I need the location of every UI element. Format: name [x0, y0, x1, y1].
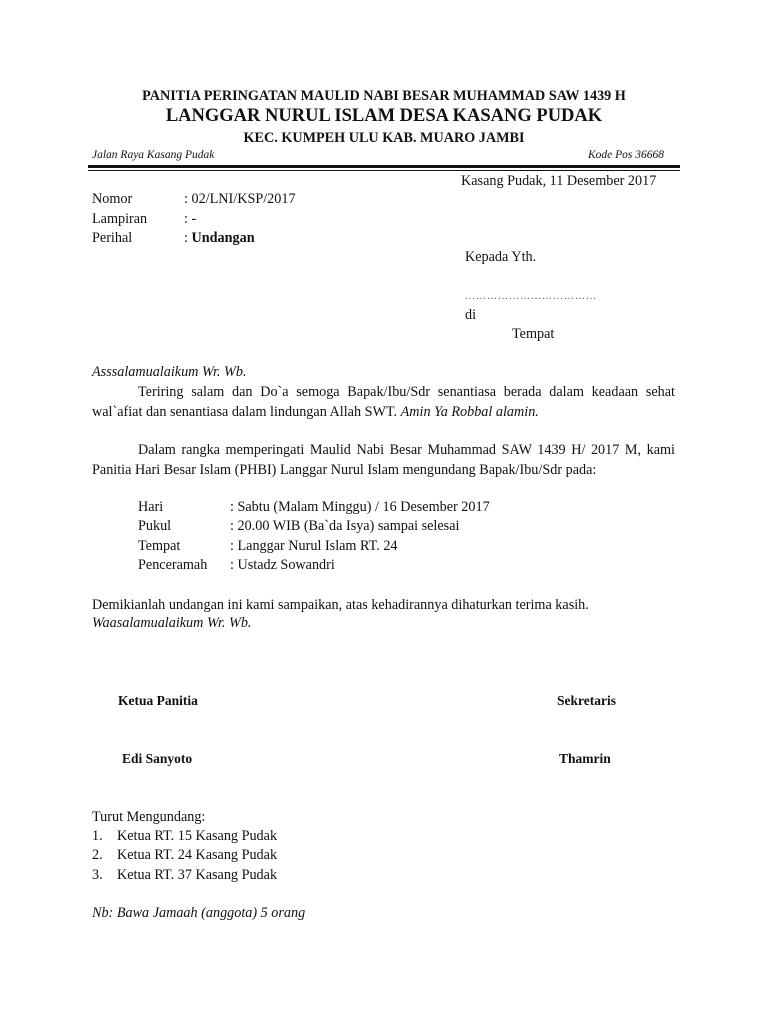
signature-left-title: Ketua Panitia — [118, 693, 198, 708]
detail-value-pukul: : 20.00 WIB (Ba`da Isya) sampai selesai — [230, 518, 460, 534]
header-rule-thin — [88, 170, 680, 171]
detail-value-penceramah: : Ustadz Sowandri — [230, 557, 335, 573]
recipient-place: Tempat — [512, 326, 555, 342]
signature-right-name: Thamrin — [559, 751, 611, 766]
signature-left-name: Edi Sanyoto — [122, 751, 193, 766]
turut-item-text: Ketua RT. 15 Kasang Pudak — [117, 828, 278, 844]
header-rule-thick — [88, 165, 680, 168]
lampiran-value: : - — [184, 211, 197, 227]
nomor-label: Nomor — [92, 191, 133, 207]
turut-item-num: 3. — [92, 867, 103, 883]
letter-date: Kasang Pudak, 11 Desember 2017 — [461, 173, 657, 189]
turut-title: Turut Mengundang: — [92, 809, 206, 825]
header-address: Jalan Raya Kasang Pudak — [92, 149, 215, 161]
turut-item-num: 1. — [92, 828, 103, 844]
recipient-di: di — [465, 307, 477, 323]
header-postal-code: Kode Pos 36668 — [588, 149, 665, 161]
header-line-1: PANITIA PERINGATAN MAULID NABI BESAR MUHAMMAD SAW 1439 H — [142, 88, 626, 104]
detail-value-tempat: : Langgar Nurul Islam RT. 24 — [230, 538, 398, 554]
detail-label-pukul: Pukul — [138, 518, 172, 534]
recipient-dots: ……………………………… — [465, 291, 597, 302]
recipient-to: Kepada Yth. — [465, 249, 537, 265]
nomor-value: : 02/LNI/KSP/2017 — [184, 191, 296, 207]
note: Nb: Bawa Jamaah (anggota) 5 orang — [92, 905, 306, 921]
turut-item-text: Ketua RT. 37 Kasang Pudak — [117, 867, 278, 883]
detail-label-tempat: Tempat — [138, 538, 181, 554]
lampiran-label: Lampiran — [92, 211, 148, 227]
detail-value-hari: : Sabtu (Malam Minggu) / 16 Desember 2017 — [230, 499, 490, 515]
header-line-2: LANGGAR NURUL ISLAM DESA KASANG PUDAK — [165, 106, 603, 126]
detail-label-penceramah: Penceramah — [138, 557, 208, 573]
paragraph-1: Teriring salam dan Do`a semoga Bapak/Ibu/Sdr senantiasa berada dalam keadaan sehat wal`afiat dan senantiasa dalam lindungan Allah SWT. Amin Ya Robbal alamin. — [92, 384, 675, 420]
header-line-3: KEC. KUMPEH ULU KAB. MUARO JAMBI — [243, 130, 525, 146]
signature-right-title: Sekretaris — [557, 693, 616, 708]
closing-salam: Waasalamualaikum Wr. Wb. — [92, 615, 252, 631]
turut-item-num: 2. — [92, 847, 103, 863]
paragraph-2: Dalam rangka memperingati Maulid Nabi Besar Muhammad SAW 1439 H/ 2017 M, kami Panitia Hari Besar Islam (PHBI) Langgar Nurul Islam mengundang Bapak/Ibu/Sdr pada: — [92, 442, 675, 478]
turut-item-text: Ketua RT. 24 Kasang Pudak — [117, 847, 278, 863]
perihal-value: : Undangan — [184, 230, 255, 246]
greeting: Asssalamualaikum Wr. Wb. — [92, 364, 247, 380]
perihal-label: Perihal — [92, 230, 133, 246]
closing-text: Demikianlah undangan ini kami sampaikan, atas kehadirannya dihaturkan terima kasih. — [92, 597, 589, 613]
detail-label-hari: Hari — [138, 499, 164, 515]
